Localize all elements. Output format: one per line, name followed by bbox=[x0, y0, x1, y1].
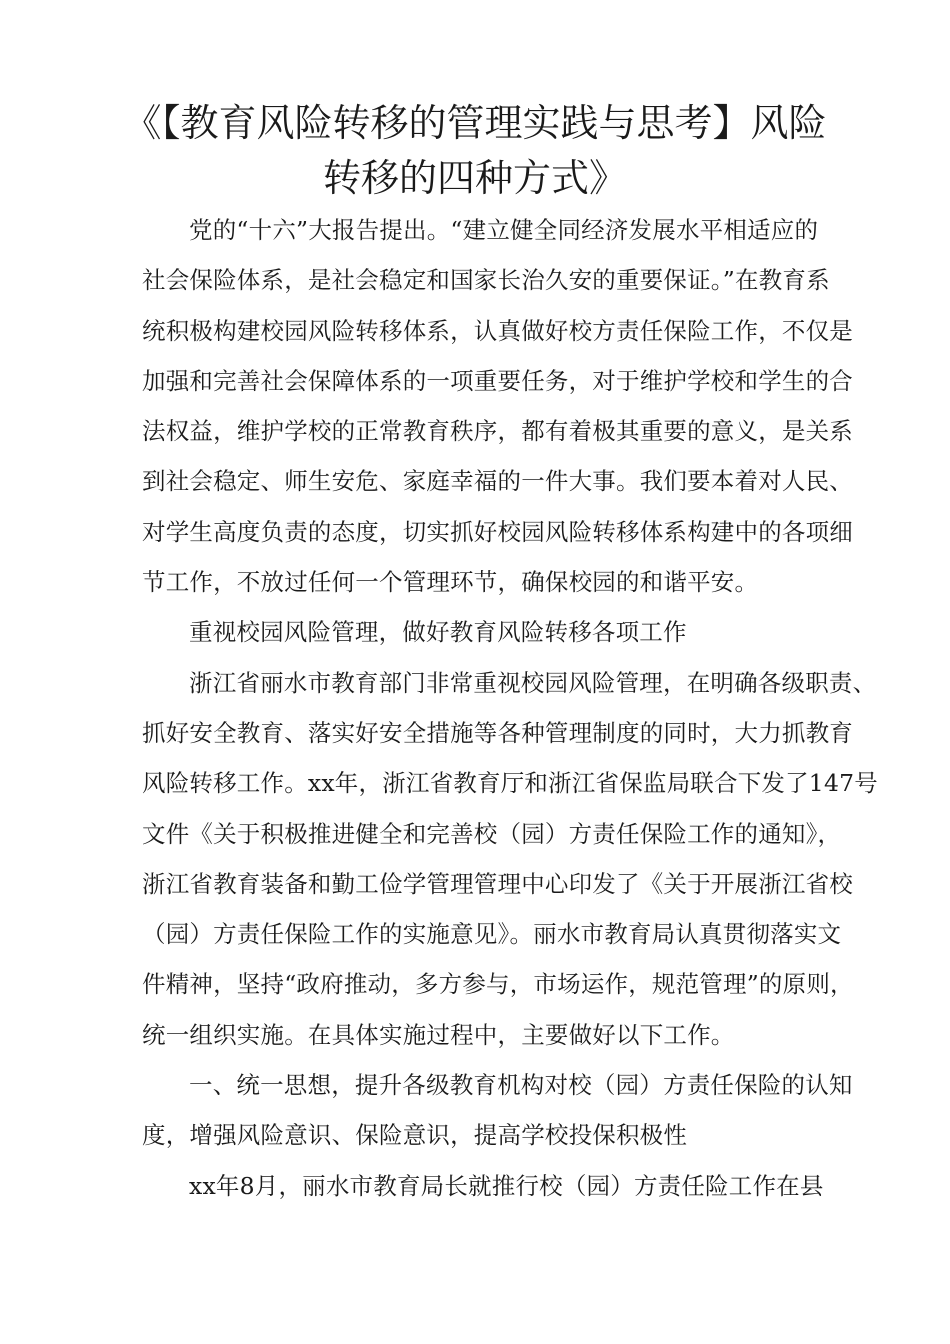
text-line: 党的“十六”大报告提出。“建立健全同经济发展水平相适应的 bbox=[189, 216, 819, 244]
text-line: 加强和完善社会保障体系的一项重要任务，对于维护学校和学生的合 bbox=[142, 366, 853, 395]
text-line: 浙江省教育装备和勤工俭学管理管理中心印发了《关于开展浙江省校 bbox=[142, 869, 853, 898]
section-heading-continued: 度，增强风险意识、保险意识，提高学校投保积极性 bbox=[142, 1121, 688, 1150]
text-line: 社会保险体系，是社会稳定和国家长治久安的重要保证。”在教育系 bbox=[142, 266, 830, 295]
text-line: 节工作，不放过任何一个管理环节，确保校园的和谐平安。 bbox=[142, 568, 759, 597]
section-heading: 一、统一思想，提升各级教育机构对校（园）方责任保险的认知 bbox=[189, 1071, 853, 1100]
text-line: 浙江省丽水市教育部门非常重视校园风险管理，在明确各级职责、 bbox=[189, 668, 877, 697]
document-title bbox=[110, 96, 840, 206]
text-line: 到社会稳定、师生安危、家庭幸福的一件大事。我们要本着对人民、 bbox=[142, 467, 853, 496]
title-line: 转移的四种方式》 bbox=[322, 156, 627, 200]
text-line: 件精神，坚持“政府推动，多方参与，市场运作，规范管理”的原则， bbox=[142, 970, 854, 999]
title-line: 《【教育风险转移的管理实践与思考】风险 bbox=[123, 101, 827, 145]
section-heading: 重视校园风险管理，做好教育风险转移各项工作 bbox=[189, 618, 687, 647]
text-line: 抓好安全教育、落实好安全措施等各种管理制度的同时，大力抓教育 bbox=[142, 718, 853, 747]
text-line: 风险转移工作。xx年，浙江省教育厅和浙江省保监局联合下发了147号 bbox=[142, 769, 878, 798]
text-line: 法权益，维护学校的正常教育秩序，都有着极其重要的意义，是关系 bbox=[142, 417, 853, 446]
text-line: 统一组织实施。在具体实施过程中，主要做好以下工作。 bbox=[142, 1020, 735, 1049]
text-line: 文件《关于积极推进健全和完善校（园）方责任保险工作的通知》， bbox=[142, 819, 842, 848]
text-line: xx年8月，丽水市教育局长就推行校（园）方责任险工作在县 bbox=[189, 1171, 824, 1200]
document-body bbox=[142, 205, 878, 1211]
text-line: 统积极构建校园风险转移体系，认真做好校方责任保险工作，不仅是 bbox=[142, 316, 853, 345]
text-line: 对学生高度负责的态度，切实抓好校园风险转移体系构建中的各项细 bbox=[142, 517, 853, 546]
text-line: （园）方责任保险工作的实施意见》。丽水市教育局认真贯彻落实文 bbox=[142, 920, 842, 949]
